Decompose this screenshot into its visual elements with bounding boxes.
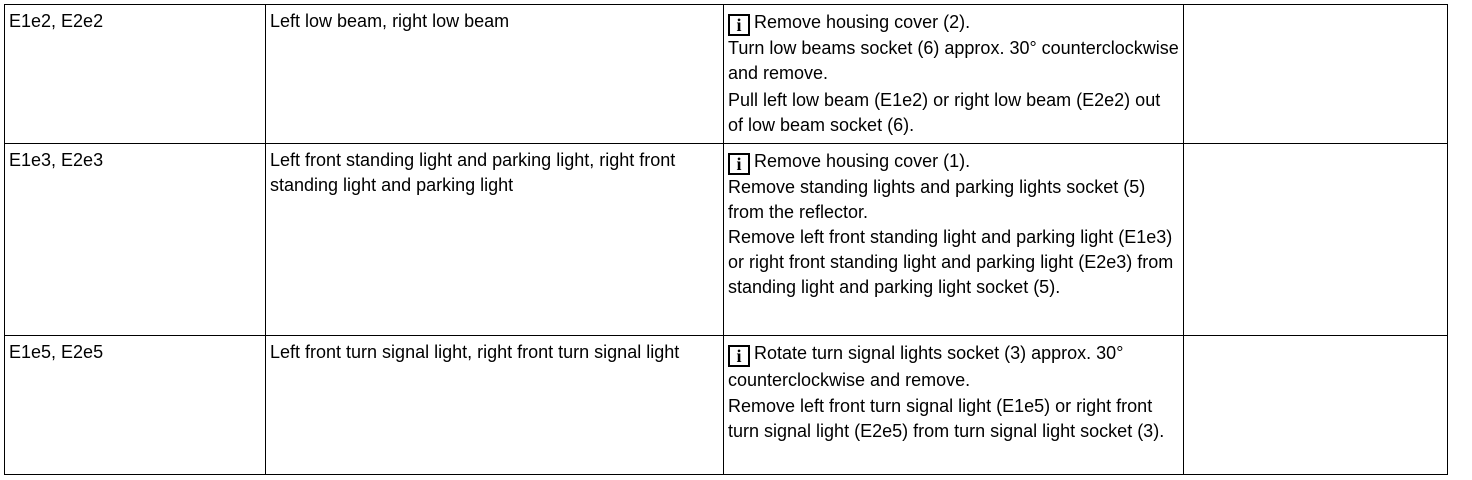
procedure-step: Remove standing lights and parking lights socket (5) from the reflector. bbox=[728, 177, 1146, 222]
procedure-step: Remove left front turn signal light (E1e5) or right front turn signal light (E2e5) from turn signal light socket (3). bbox=[728, 396, 1165, 441]
info-icon: i bbox=[728, 345, 750, 367]
table-row bbox=[5, 336, 1448, 475]
notes-cell bbox=[1184, 5, 1448, 144]
procedure-cell bbox=[724, 5, 1184, 144]
notes-cell bbox=[1184, 336, 1448, 475]
procedure-step bbox=[728, 148, 1179, 175]
procedure-step-text: Rotate turn signal lights socket (3) approx. 30° counterclockwise and remove. bbox=[728, 343, 1124, 390]
component-code: E1e5, E2e5 bbox=[9, 342, 104, 362]
procedure-step: Pull left low beam (E1e2) or right low beam (E2e2) out of low beam socket (6). bbox=[728, 90, 1161, 135]
component-code-cell bbox=[5, 5, 266, 144]
component-code-cell bbox=[5, 144, 266, 336]
procedure-step-text: Remove housing cover (1). bbox=[754, 151, 971, 171]
table-row bbox=[5, 144, 1448, 336]
table-row bbox=[5, 5, 1448, 144]
procedure-step: Turn low beams socket (6) approx. 30° counterclockwise and remove. bbox=[728, 38, 1179, 83]
component-description: Left front turn signal light, right front turn signal light bbox=[270, 342, 680, 362]
notes-cell bbox=[1184, 144, 1448, 336]
procedure-step bbox=[728, 9, 1179, 36]
component-description: Left low beam, right low beam bbox=[270, 11, 510, 31]
procedure-step: Remove left front standing light and parking light (E1e3) or right front standing light and parking light (E2e3) from standing light and parking light socket (5). bbox=[728, 227, 1174, 297]
procedure-cell bbox=[724, 144, 1184, 336]
component-code: E1e2, E2e2 bbox=[9, 11, 104, 31]
procedure-cell bbox=[724, 336, 1184, 475]
procedure-step-text: Remove housing cover (2). bbox=[754, 12, 971, 32]
component-code: E1e3, E2e3 bbox=[9, 150, 104, 170]
description-cell bbox=[266, 5, 724, 144]
info-icon: i bbox=[728, 14, 750, 36]
component-code-cell bbox=[5, 336, 266, 475]
bulb-replacement-table bbox=[4, 4, 1448, 475]
description-cell bbox=[266, 336, 724, 475]
component-description: Left front standing light and parking light, right front standing light and parking light bbox=[270, 150, 676, 195]
description-cell bbox=[266, 144, 724, 336]
info-icon: i bbox=[728, 153, 750, 175]
procedure-step bbox=[728, 340, 1179, 394]
